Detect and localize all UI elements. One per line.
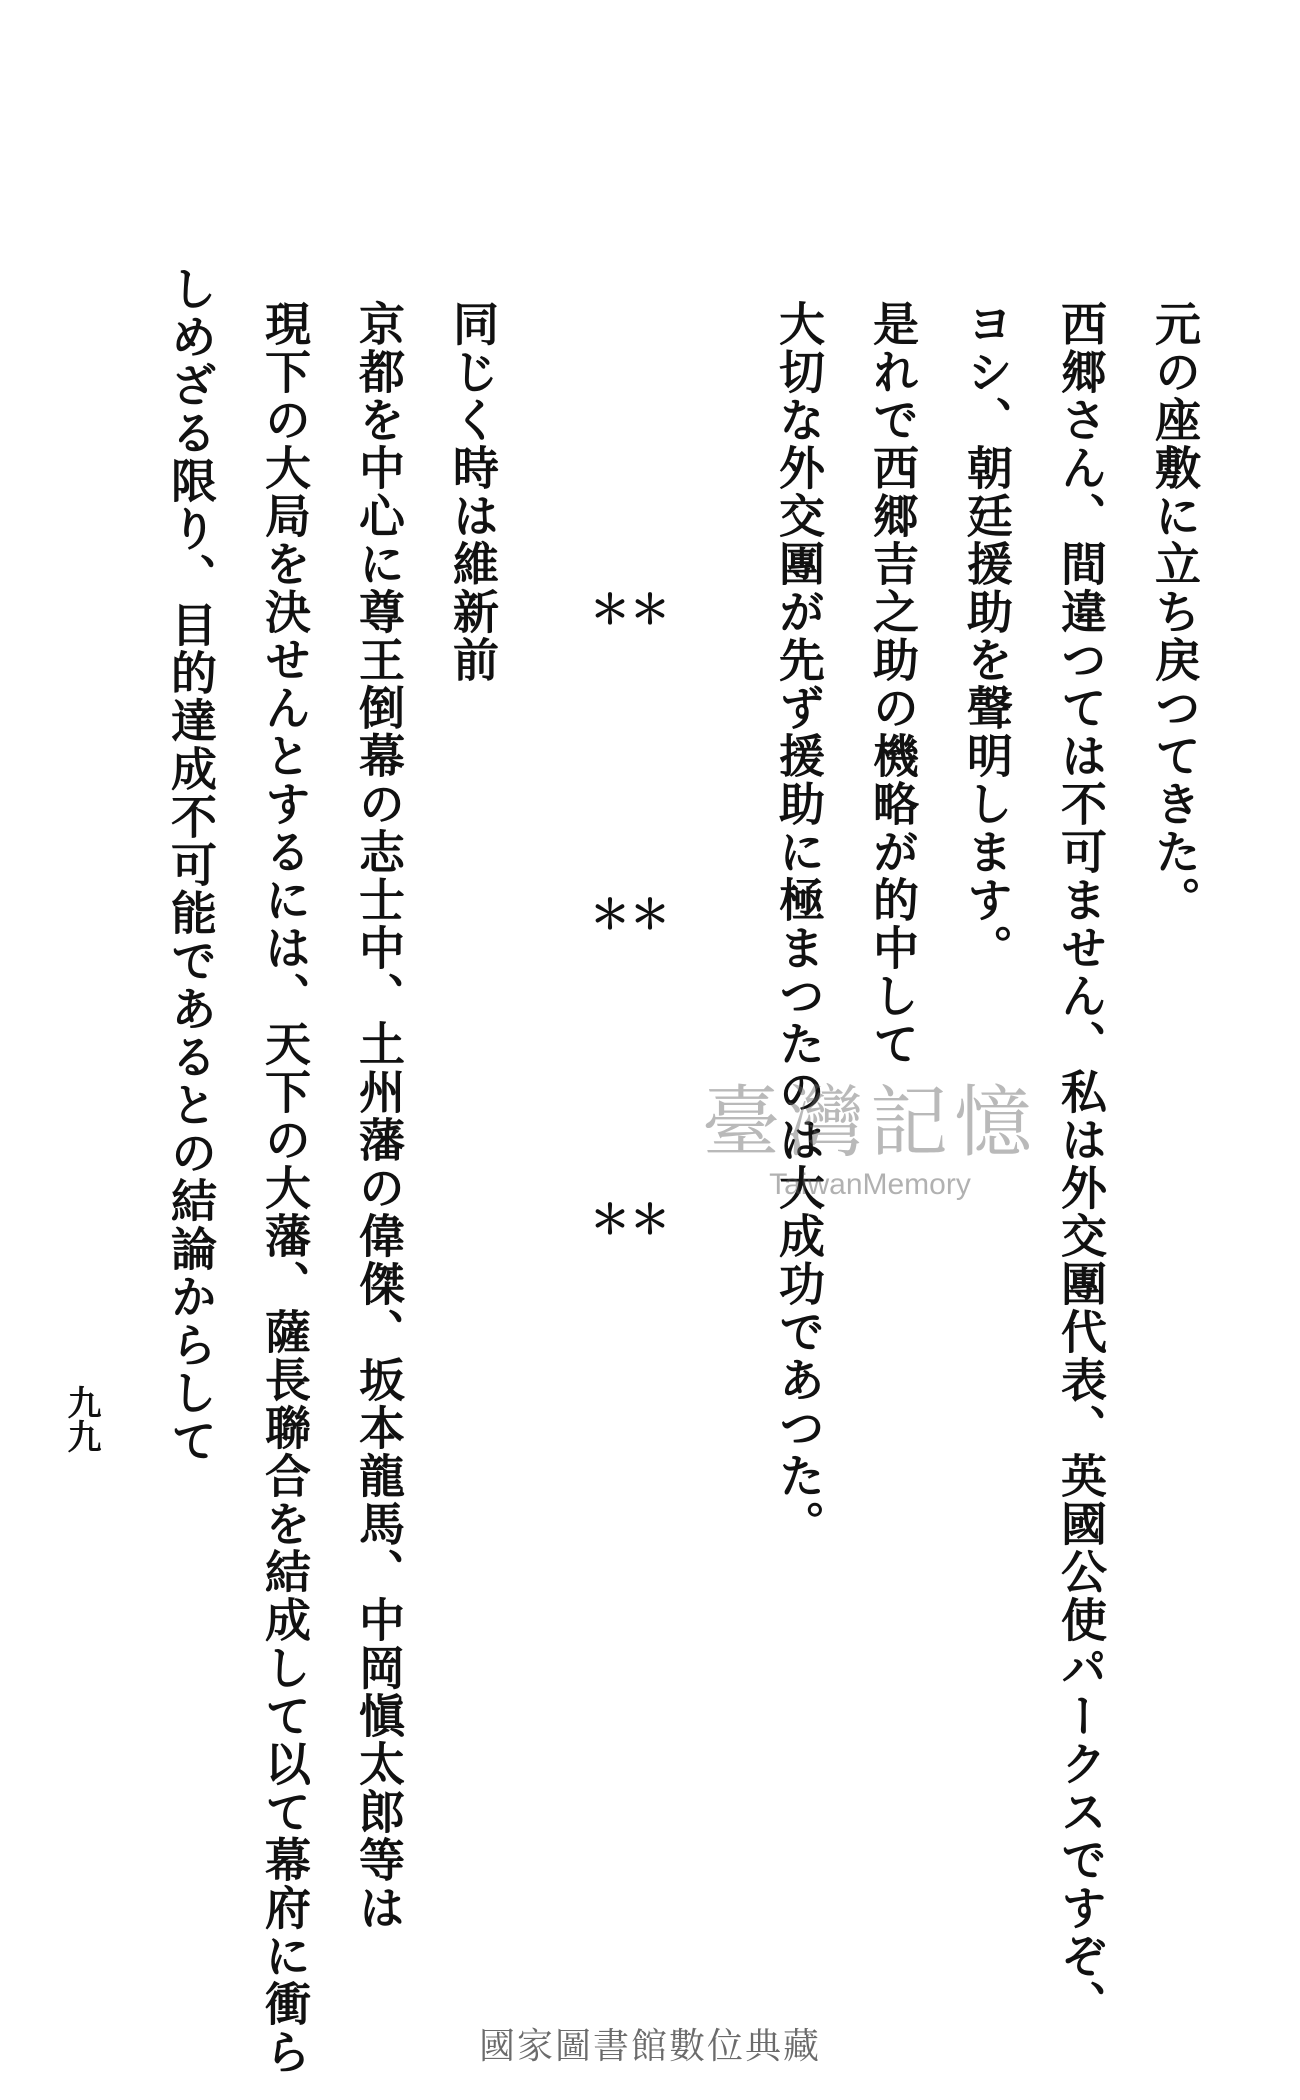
text-line-8: 現下の大局を決せんとするには、天下の大藩、薩長聯合を結成して以て幕府に衝ら xyxy=(258,300,312,2076)
section-break-1: ＊＊ xyxy=(590,587,670,633)
watermark-title: 臺灣記憶 xyxy=(701,1078,1038,1168)
page-number: 九九 xyxy=(61,1385,101,1453)
footer-credit: 國家圖書館數位典藏 xyxy=(478,2026,821,2067)
text-line-4: 是れで西郷吉之助の機略が的中して xyxy=(866,300,920,1068)
text-line-5: 大切な外交團が先ず援助に極まつたのは大成功であつた。 xyxy=(772,300,826,1548)
text-line-9: しめざる限り、目的達成不可能であるとの結論からして xyxy=(164,265,218,1465)
watermark-subtitle: TaiwanMemory xyxy=(769,1168,971,1201)
section-break-3: ＊＊ xyxy=(590,1197,670,1243)
text-line-1: 元の座敷に立ち戻つてきた。 xyxy=(1148,300,1202,924)
watermark-logo xyxy=(640,1060,1100,1210)
text-line-7: 京都を中心に尊王倒幕の志士中、土州藩の偉傑、坂本龍馬、中岡愼太郎等は xyxy=(352,300,406,1932)
text-line-3: ヨシ、朝廷援助を聲明します。 xyxy=(960,300,1014,972)
section-break-2: ＊＊ xyxy=(590,892,670,938)
text-line-2: 西郷さん、間違つては不可ません、私は外交團代表、英國公使パークスですぞ、 xyxy=(1054,300,1108,2028)
text-line-6: 同じく時は維新前 xyxy=(446,300,500,684)
